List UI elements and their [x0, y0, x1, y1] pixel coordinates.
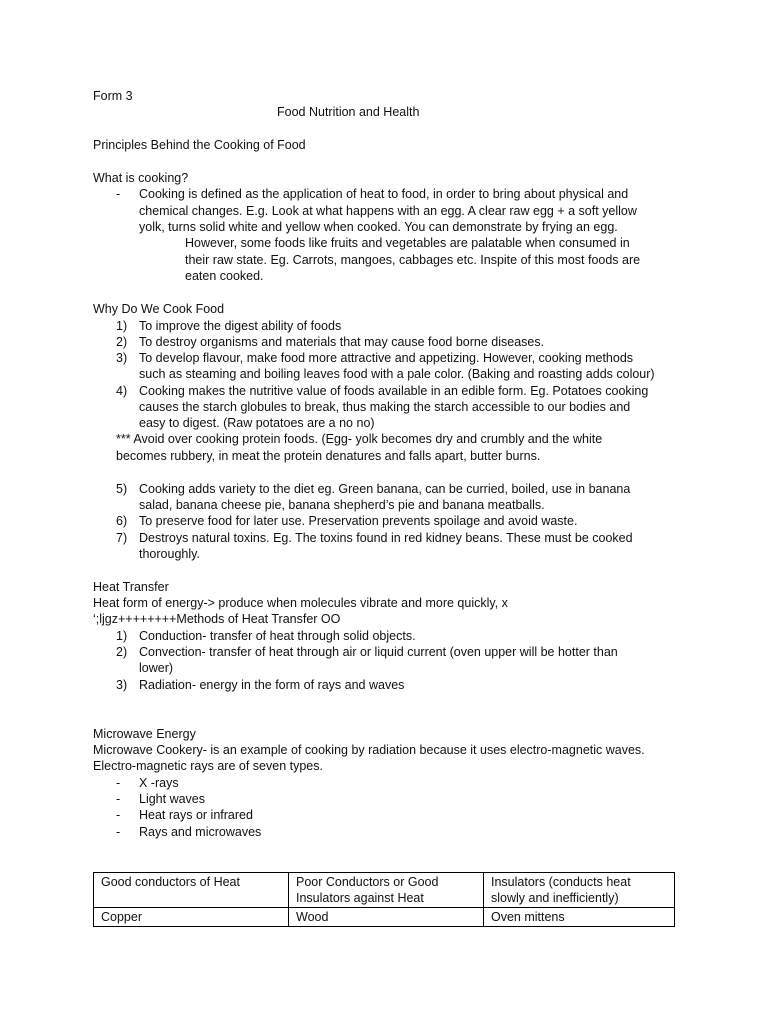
- table-header-line: Good conductors of Heat: [101, 875, 240, 889]
- paragraph-line: ‘;ljgz++++++++Methods of Heat Transfer OO: [93, 612, 341, 626]
- note-line: becomes rubbery, in meat the protein denatures and falls apart, butter burns.: [116, 449, 541, 463]
- heat-conductors-table: [93, 872, 675, 927]
- table-header-cell: [484, 873, 675, 908]
- table-header-line: slowly and inefficiently): [491, 891, 619, 905]
- bullet-dash: -: [116, 776, 121, 790]
- paragraph-line: Microwave Cookery- is an example of cooking by radiation because it uses electro-magnetic waves.: [93, 743, 645, 757]
- table-header-row: [94, 873, 675, 908]
- heading-what-is-cooking: What is cooking?: [93, 171, 189, 185]
- list-item-line: Cooking makes the nutritive value of foods available in an edible form. Eg. Potatoes cooking: [139, 384, 649, 398]
- list-item-line: lower): [139, 661, 174, 675]
- table-cell: Oven mittens: [484, 908, 675, 927]
- table-header-cell: [94, 873, 289, 908]
- bullet-item: Rays and microwaves: [139, 825, 262, 839]
- list-item-line: Convection- transfer of heat through air or liquid current (oven upper will be hotter than: [139, 645, 618, 659]
- paragraph-line: chemical changes. E.g. Look at what happens with an egg. A clear raw egg + a soft yellow: [139, 204, 637, 218]
- list-item-line: thoroughly.: [139, 547, 200, 561]
- table-cell: Wood: [289, 908, 484, 927]
- list-item-line: Conduction- transfer of heat through solid objects.: [139, 629, 416, 643]
- form-label: Form 3: [93, 89, 133, 103]
- table-row: [94, 908, 675, 927]
- list-number: 1): [116, 319, 128, 333]
- section-heading-principles: Principles Behind the Cooking of Food: [93, 138, 306, 152]
- list-number: 4): [116, 384, 128, 398]
- list-item-line: To destroy organisms and materials that may cause food borne diseases.: [139, 335, 545, 349]
- document-title: Food Nutrition and Health: [277, 105, 420, 119]
- bullet-item: X -rays: [139, 776, 179, 790]
- paragraph-line: yolk, turns solid white and yellow when cooked. You can demonstrate by frying an egg.: [139, 220, 618, 234]
- list-number: 1): [116, 629, 128, 643]
- list-number: 3): [116, 351, 128, 365]
- table-header-cell: [289, 873, 484, 908]
- list-item-line: Radiation- energy in the form of rays and waves: [139, 678, 405, 692]
- list-number: 5): [116, 482, 128, 496]
- list-number: 3): [116, 678, 128, 692]
- paragraph-line: However, some foods like fruits and vegetables are palatable when consumed in: [185, 236, 630, 250]
- list-item-line: To develop flavour, make food more attractive and appetizing. However, cooking methods: [139, 351, 634, 365]
- bullet-dash: -: [116, 792, 121, 806]
- heading-why-cook: Why Do We Cook Food: [93, 302, 225, 316]
- bullet-dash: -: [116, 187, 121, 201]
- bullet-item: Light waves: [139, 792, 206, 806]
- list-item-line: salad, banana cheese pie, banana shepherd’s pie and banana meatballs.: [139, 498, 545, 512]
- table-header-line: Insulators against Heat: [296, 891, 424, 905]
- list-number: 6): [116, 514, 128, 528]
- bullet-item: Heat rays or infrared: [139, 808, 253, 822]
- list-item-line: To preserve food for later use. Preservation prevents spoilage and avoid waste.: [139, 514, 578, 528]
- heading-heat-transfer: Heat Transfer: [93, 580, 169, 594]
- list-item-line: such as steaming and boiling leaves food with a pale color. (Baking and roasting adds colour): [139, 367, 655, 381]
- table-cell: Copper: [94, 908, 289, 927]
- list-number: 2): [116, 335, 128, 349]
- list-item-line: Destroys natural toxins. Eg. The toxins found in red kidney beans. These must be cooked: [139, 531, 633, 545]
- table-header-line: Insulators (conducts heat: [491, 875, 631, 889]
- table-header-line: Poor Conductors or Good: [296, 875, 439, 889]
- list-number: 7): [116, 531, 128, 545]
- list-item-line: Cooking adds variety to the diet eg. Green banana, can be curried, boiled, use in banana: [139, 482, 631, 496]
- list-item-line: To improve the digest ability of foods: [139, 319, 342, 333]
- bullet-dash: -: [116, 825, 121, 839]
- list-number: 2): [116, 645, 128, 659]
- heading-microwave-energy: Microwave Energy: [93, 727, 196, 741]
- paragraph-line: Cooking is defined as the application of heat to food, in order to bring about physical and: [139, 187, 629, 201]
- paragraph-line: eaten cooked.: [185, 269, 264, 283]
- note-line: *** Avoid over cooking protein foods. (Egg- yolk becomes dry and crumbly and the white: [116, 432, 603, 446]
- paragraph-line: Heat form of energy-> produce when molecules vibrate and more quickly, x: [93, 596, 508, 610]
- list-item-line: easy to digest. (Raw potatoes are a no no): [139, 416, 375, 430]
- paragraph-line: their raw state. Eg. Carrots, mangoes, cabbages etc. Inspite of this most foods are: [185, 253, 641, 267]
- bullet-dash: -: [116, 808, 121, 822]
- list-item-line: causes the starch globules to break, thus making the starch accessible to our bodies and: [139, 400, 631, 414]
- paragraph-line: Electro-magnetic rays are of seven types.: [93, 759, 323, 773]
